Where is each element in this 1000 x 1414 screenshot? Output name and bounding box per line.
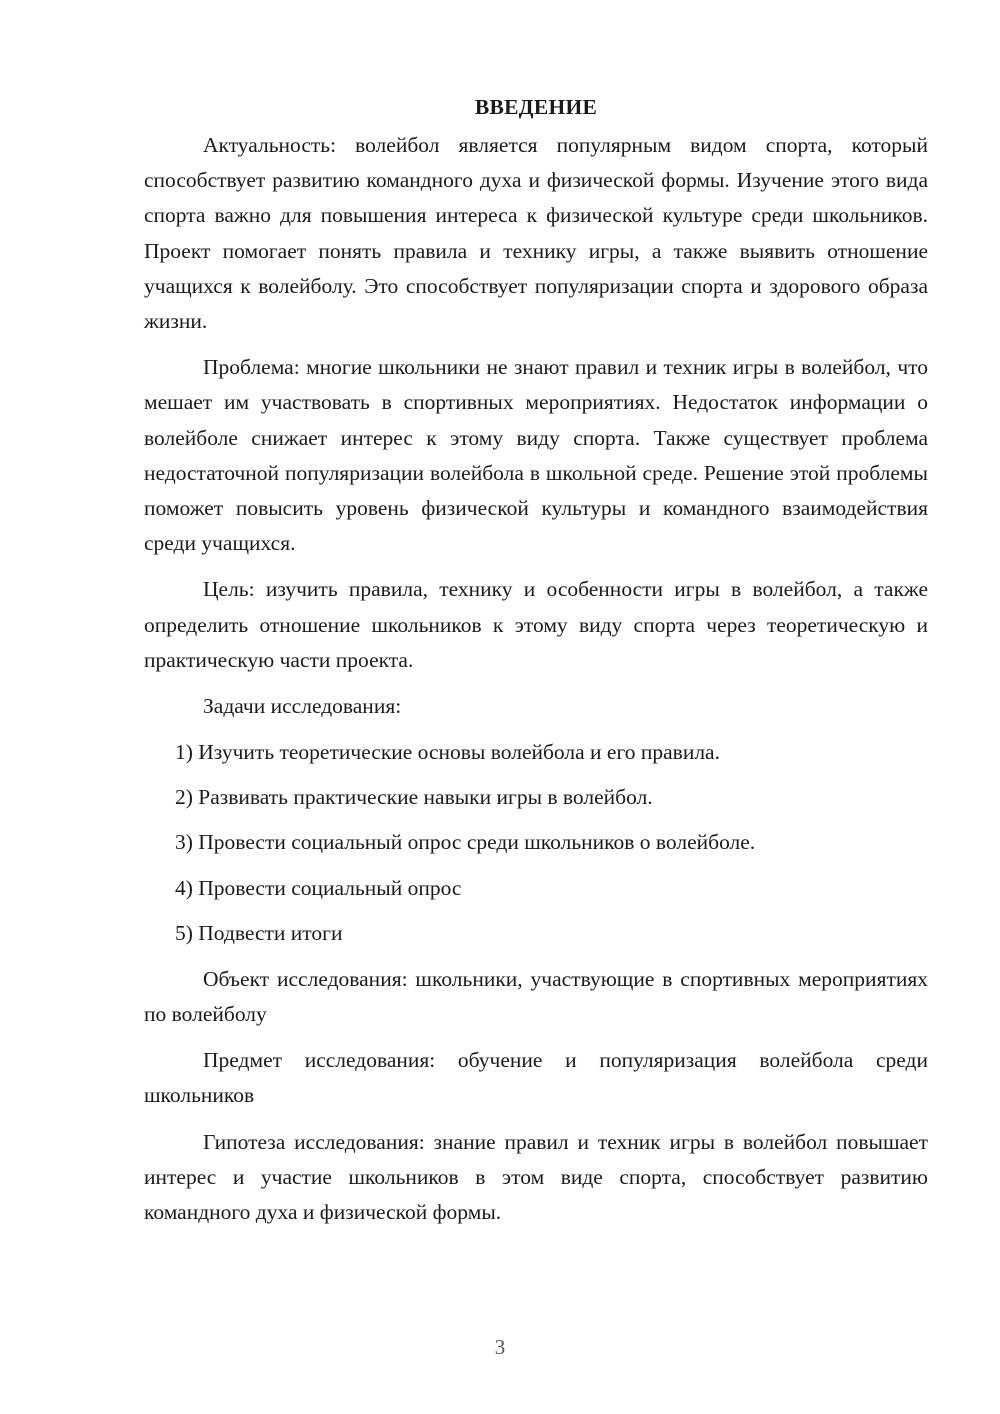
goal-paragraph: Цель: изучить правила, технику и особенности игры в волейбол, а также определить отношение школьников к этому виду спорта через теоретическую и практическую части проекта. [144,577,928,672]
tasks-list [144,735,928,951]
page-number: 3 [494,1335,506,1359]
hypothesis-paragraph: Гипотеза исследования: знание правил и техник игры в волейбол повышает интерес и участие школьников в этом виде спорта, способствует развитию командного духа и физической формы. [144,1129,928,1225]
section-title: ВВЕДЕНИЕ [474,95,598,119]
task-item: 1) Изучить теоретические основы волейбола и его правила. [175,740,720,765]
object-paragraph: Объект исследования: школьники, участвующие в спортивных мероприятиях по волейболу [144,966,928,1026]
subject-paragraph: Предмет исследования: обучение и популяризация волейбола среди школьников [144,1048,928,1108]
tasks-heading: Задачи исследования: [203,694,402,719]
task-item: 2) Развивать практические навыки игры в волейбол. [175,785,653,810]
relevance-paragraph: Актуальность: волейбол является популярным видом спорта, который способствует развитию командного духа и физической формы. Изучение этого вида спорта важно для повышения интереса к физической культуре среди школьников. Проект помогает понять правила и технику игры, а также выявить отношение учащихся к волейболу. Это способствует популяризации спорта и здорового образа жизни. [144,133,928,334]
task-item: 5) Подвести итоги [175,920,343,945]
problem-paragraph: Проблема: многие школьники не знают правил и техник игры в волейбол, что мешает им участвовать в спортивных мероприятиях. Недостаток информации о волейболе снижает интерес к этому виду спорта. Также существует проблема недостаточной популяризации волейбола в школьной среде. Решение этой проблемы поможет повысить уровень физической культуры и командного взаимодействия среди учащихся. [144,355,928,556]
task-item: 4) Провести социальный опрос [175,875,462,900]
task-item: 3) Провести социальный опрос среди школьников о волейболе. [175,830,756,855]
document-page [144,90,928,1241]
